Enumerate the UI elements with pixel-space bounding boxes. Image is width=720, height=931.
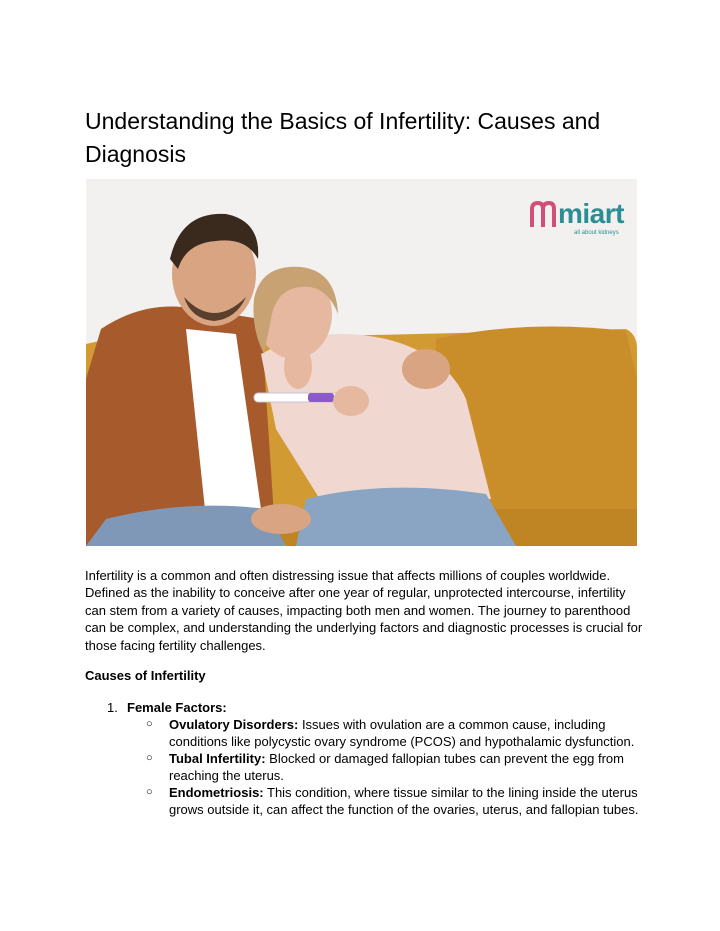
hero-photo — [86, 179, 637, 546]
term-endometriosis: Endometriosis: — [169, 785, 264, 800]
circle-bullet-icon: ○ — [146, 718, 153, 730]
desc-ovulatory: Issues with ovulation are a common cause, including conditions like polycystic ovary syndrome (PCOS) and hypothalamic dysfunction. — [169, 717, 635, 749]
logo-tagline: all about kidneys — [574, 230, 619, 236]
factor-item-female — [85, 699, 645, 818]
female-factors-sublist — [127, 716, 645, 818]
logo-brand: miart — [558, 198, 624, 229]
causes-heading: Causes of Infertility — [85, 668, 206, 683]
list-item-ovulatory — [127, 716, 645, 750]
term-tubal: Tubal Infertility: — [169, 751, 266, 766]
desc-endometriosis: This condition, where tissue similar to the lining inside the uterus grows outside it, can affect the function of the ovaries, uterus, and fallopian tubes. — [169, 785, 639, 817]
circle-bullet-icon: ○ — [146, 786, 153, 798]
term-ovulatory: Ovulatory Disorders: — [169, 717, 299, 732]
list-number: 1. — [107, 700, 118, 715]
factors-list — [85, 699, 645, 818]
list-item-tubal — [127, 750, 645, 784]
miart-logo — [530, 197, 630, 237]
desc-tubal: Blocked or damaged fallopian tubes can prevent the egg from reaching the uterus. — [169, 751, 624, 783]
page-title: Understanding the Basics of Infertility: Causes and Diagnosis — [85, 108, 601, 167]
factor-title: Female Factors: — [127, 700, 227, 715]
list-item-endometriosis — [127, 784, 645, 818]
circle-bullet-icon: ○ — [146, 752, 153, 764]
intro-paragraph: Infertility is a common and often distressing issue that affects millions of couples worldwide. Defined as the inability to conceive after one year of regular, unprotected intercourse, infertility can stem from a variety of causes, impacting both men and women. The journey to parenthood can be complex, and understanding the underlying factors and diagnostic processes is crucial for those facing fertility challenges. — [85, 568, 643, 653]
